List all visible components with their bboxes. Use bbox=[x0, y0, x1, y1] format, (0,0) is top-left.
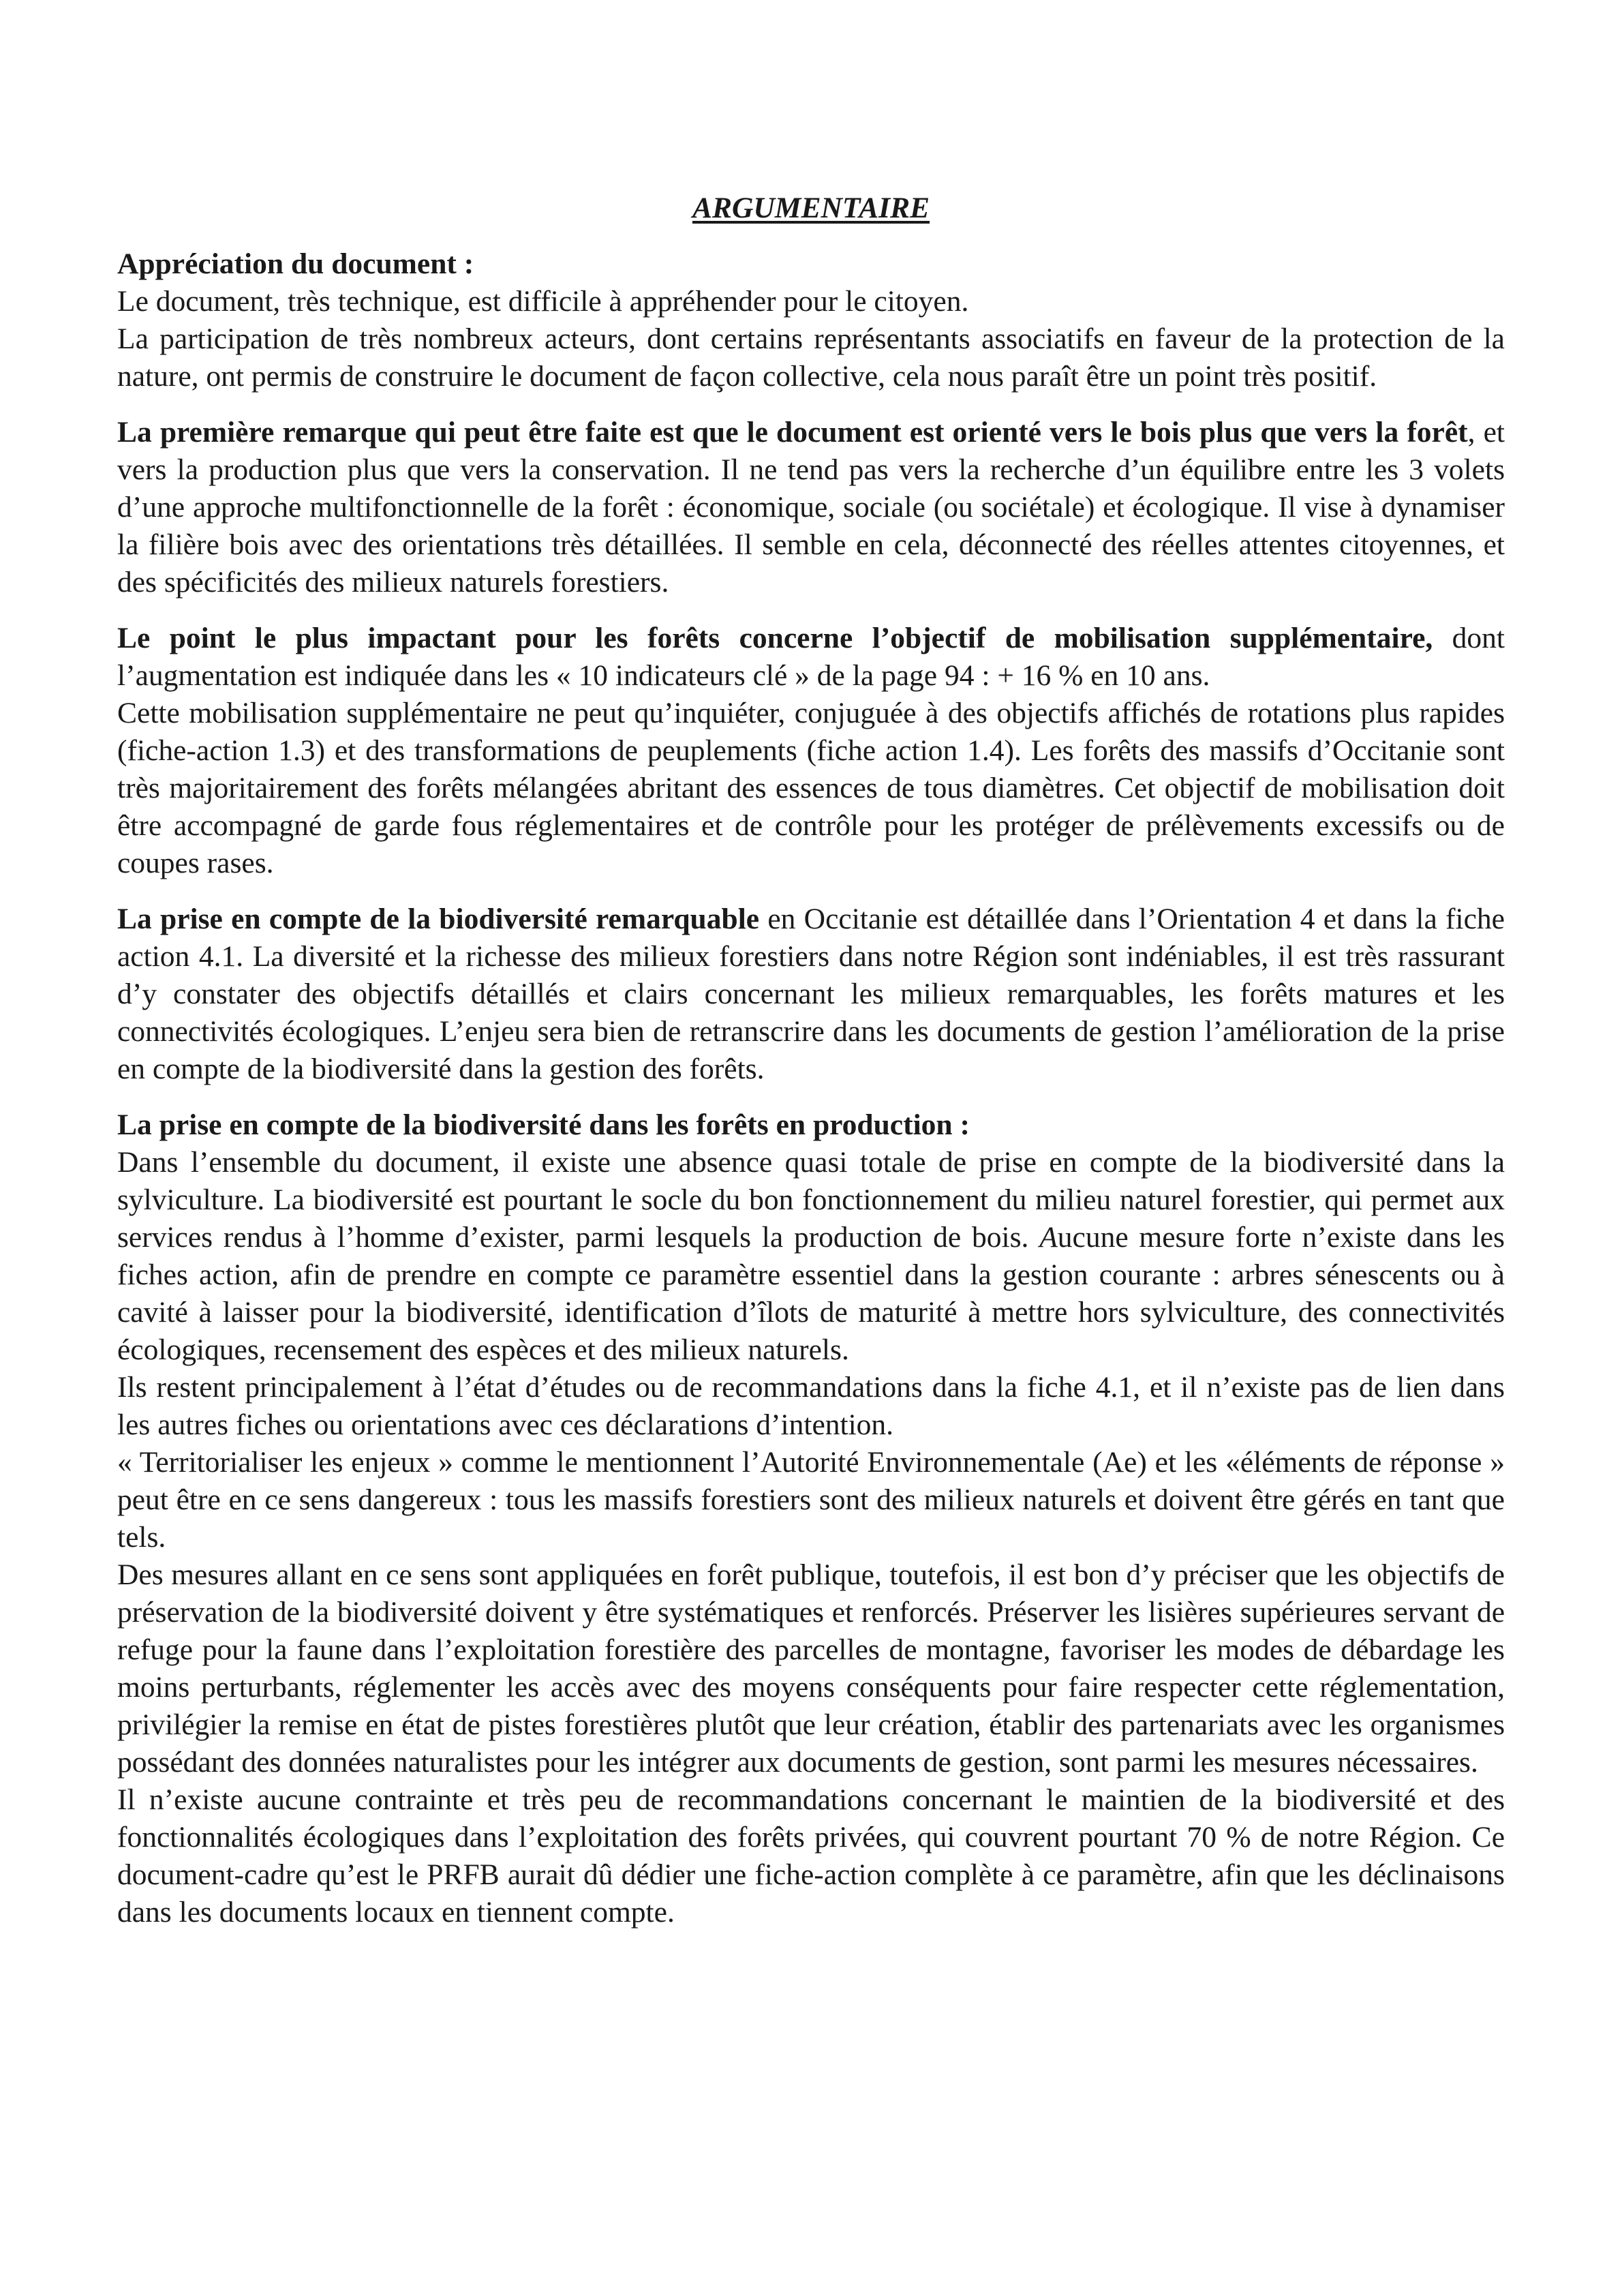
premiere-remarque-text: , et vers la production plus que vers la conservation. Il ne tend pas vers la recherche d’un équilibre entre les 3 volets d’une approche multifonctionnelle de la forêt : économique, sociale (ou sociétale) et écologique. Il vise à dynamiser la filière bois avec des orientations très détaillées. Il semble en cela, déconnecté des réelles attentes citoyennes, et des spécificités des milieux naturels forestiers. bbox=[117, 416, 1505, 599]
mobilisation-line-2: Cette mobilisation supplémentaire ne peut qu’inquiéter, conjuguée à des objectifs affichés de rotations plus rapides (fiche-action 1.3) et des transformations de peuplements (fiche action 1.4). Les forêts des massifs d’Occitanie sont très majoritairement des forêts mélangées abritant des essences de tous diamètres. Cet objectif de mobilisation doit être accompagné de garde fous réglementaires et de contrôle pour les protéger de prélèvements excessifs ou de coupes rases. bbox=[117, 697, 1505, 879]
paragraph-biodiversite-remarquable bbox=[117, 901, 1505, 1088]
appreciation-line-1: Le document, très technique, est difficile à appréhender pour le citoyen. bbox=[117, 285, 969, 318]
appreciation-line-2: La participation de très nombreux acteurs, dont certains représentants associatifs en faveur de la protection de la nature, ont permis de construire le document de façon collective, cela nous paraît être un point très positif. bbox=[117, 322, 1505, 393]
production-heading-text: La prise en compte de la biodiversité dans les forêts en production : bbox=[117, 1108, 970, 1141]
production-line-1a: Dans l’ensemble du document, il existe une absence quasi totale de prise en compte de la biodiversité dans la sylviculture. La biodiversité est pourtant le socle du bon fonctionnement du milieu naturel forestier, qui permet aux services rendus à l’homme d’exister, parmi lesquels la production de bois. bbox=[117, 1146, 1505, 1254]
production-line-5: Il n’existe aucune contrainte et très peu de recommandations concernant le maintien de la biodiversité et des fonctionnalités écologiques dans l’exploitation des forêts privées, qui couvrent pourtant 70 % de notre Région. Ce document-cadre qu’est le PRFB aurait dû dédier une fiche-action complète à ce paramètre, afin que les déclinaisons dans les documents locaux en tiennent compte. bbox=[117, 1783, 1505, 1929]
mobilisation-text: dont l’augmentation est indiquée dans les « 10 indicateurs clé » de la page 94 : + 16 % en 10 ans. bbox=[117, 622, 1505, 692]
document-title: ARGUMENTAIRE bbox=[692, 192, 930, 224]
production-line-4: Des mesures allant en ce sens sont appliquées en forêt publique, toutefois, il est bon d’y préciser que les objectifs de préservation de la biodiversité doivent y être systématiques et renforcés. Préserver les lisières supérieures servant de refuge pour la faune dans l’exploitation forestière des parcelles de montagne, favoriser les modes de débardage les moins perturbants, réglementer les accès avec des moyens conséquents pour faire respecter cette réglementation, privilégier la remise en état de pistes forestières plutôt que leur création, établir des partenariats avec les organismes possédant des données naturalistes pour les intégrer aux documents de gestion, sont parmi les mesures nécessaires. bbox=[117, 1558, 1505, 1779]
paragraph-appreciation bbox=[117, 245, 1505, 395]
appreciation-heading-text: Appréciation du document : bbox=[117, 247, 474, 280]
production-line-3: « Territorialiser les enjeux » comme le mentionnent l’Autorité Environnementale (Ae) et les «éléments de réponse » peut être en ce sens dangereux : tous les massifs forestiers sont des milieux naturels et doivent être gérés en tant que tels. bbox=[117, 1446, 1505, 1554]
biodiversite-remarquable-bold: La prise en compte de la biodiversité remarquable bbox=[117, 903, 760, 935]
paragraph-mobilisation bbox=[117, 620, 1505, 882]
production-line-1 bbox=[117, 1144, 1505, 1369]
production-line-2: Ils restent principalement à l’état d’études ou de recommandations dans la fiche 4.1, et il n’existe pas de lien dans les autres fiches ou orientations avec ces déclarations d’intention. bbox=[117, 1371, 1505, 1441]
premiere-remarque-bold: La première remarque qui peut être faite est que le document est orienté vers le bois plus que vers la forêt bbox=[117, 416, 1468, 449]
document-page bbox=[117, 190, 1505, 1950]
appreciation-heading bbox=[117, 245, 1505, 283]
paragraph-biodiversite-production bbox=[117, 1106, 1505, 1931]
biodiversite-remarquable-text: en Occitanie est détaillée dans l’Orientation 4 et dans la fiche action 4.1. La diversité et la richesse des milieux forestiers dans notre Région sont indéniables, il est très rassurant d’y constater des objectifs détaillés et clairs concernant les milieux remarquables, les forêts matures et les connectivités écologiques. L’enjeu sera bien de retranscrire dans les documents de gestion l’amélioration de la prise en compte de la biodiversité dans la gestion des forêts. bbox=[117, 903, 1505, 1085]
production-line-1b: ucune mesure forte n’existe dans les fiches action, afin de prendre en compte ce paramètre essentiel dans la gestion courante : arbres sénescents ou à cavité à laisser pour la biodiversité, identification d’îlots de maturité à mettre hors sylviculture, des connectivités écologiques, recensement des espèces et des milieux naturels. bbox=[117, 1221, 1505, 1366]
mobilisation-bold: Le point le plus impactant pour les forêts concerne l’objectif de mobilisation supplémentaire, bbox=[117, 622, 1433, 654]
paragraph-premiere-remarque bbox=[117, 414, 1505, 601]
production-line-1-italic: A bbox=[1039, 1221, 1058, 1254]
mobilisation-line-1 bbox=[117, 620, 1505, 695]
production-heading bbox=[117, 1106, 1505, 1144]
